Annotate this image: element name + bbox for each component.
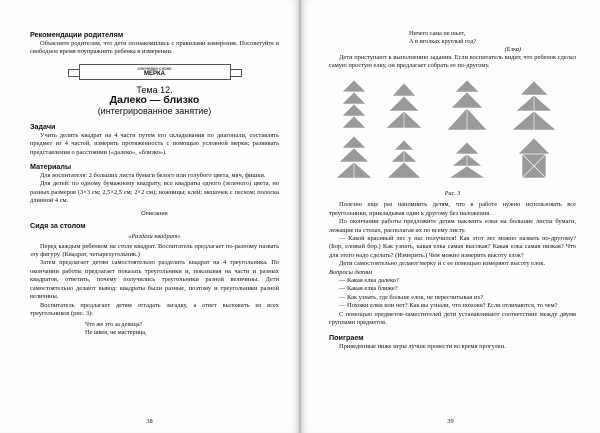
right-column (329, 30, 576, 413)
figure-fir-trees (329, 78, 576, 188)
page-right (301, 0, 600, 433)
page-number-left: 38 (146, 418, 153, 425)
right-p4: — Какой красивый лес у нас получился! Как этот лес можно назвать по-другому? (Бор, еловый бор.) Как узнать, какая елка самая высокая? Какая елка самая низкая? Что для этого надо сделать? (Измерить.) Чем можно измерить высоту елок? (329, 235, 576, 259)
description-heading: Описание (141, 210, 168, 217)
tree-1-triangle (342, 80, 366, 92)
right-p1: Дети приступают к выполнению задания. Если воспитатель видит, что ребенок сделал самую простую елку, он предлагает собрать ее по-другому. (329, 53, 576, 69)
tasks-text: Учить делить квадрат на 4 части путем его складывания по диагонали, составлять предмет из 4 частей, измерять протяженность с помощью условной мерки; развивать представления о расстоянии («далеко», «близко»). (30, 131, 279, 156)
riddle-line-4: А в иголках круглый год? (409, 37, 477, 45)
game-title: «Раздели квадрат» (128, 232, 181, 240)
keyword-label: ключевое слово (137, 65, 172, 71)
figure-caption: Рис. 3 (444, 190, 461, 198)
page-number-right: 39 (447, 418, 454, 425)
rec-text: Объясните родителям, что дети познакомились с правилами измерения. Посоветуйте в свободное время поупражнять ребенка в измерении. (30, 40, 279, 56)
sitting-p2: Затем предлагает детям самостоятельно разделить квадрат на 4 треугольника. По окончании работы предлагает показать треугольники и, показывая на части и разных квадратов, ответить, почему получились треугольники разной величины. Дети самостоятельно делают вывод: квадраты были разные, поэтому и треугольники разной величины. (30, 259, 279, 301)
theme-subtitle: (интегрированное занятие) (97, 105, 212, 116)
keyword: МЕРКА (144, 70, 165, 77)
tasks-heading: Задачи (30, 121, 56, 131)
questions-heading: Вопросы детям (329, 268, 373, 276)
right-p5: Дети самостоятельно делают мерку и с ее помощью измеряют высоту елок. (339, 260, 546, 268)
riddle-line-1: Что же это за девица? (85, 321, 143, 329)
sitting-p3: Воспитатель предлагает детям отгадать загадку, а ответ выложить из всех треугольников (рис. 3): (30, 301, 279, 317)
sitting-p1: Перед каждым ребенком на столе квадрат. Воспитатель предлагает по-разному назвать эту фигуру. (Квадрат, четырехугольник.) (30, 242, 279, 259)
theme-title: Далеко — близко (109, 93, 200, 106)
materials-heading: Материалы (30, 162, 72, 172)
right-p6: С помощью предметов-заместителей дети устанавливают соответствие между двумя группами предметов. (329, 310, 576, 327)
question-1: — Какая елка далеко? (339, 277, 399, 285)
keyword-box (79, 64, 231, 80)
right-p7: Приведенные ниже игры лучше провести во время прогулки. (339, 342, 506, 350)
materials-children: Для детей: по одному бумажному квадрату, все квадраты одного (зеленого) цвета, но разных размеров (3×3 см; 2,5×2,5 см; 2×2 см); ножницы; клей; мешочек с песком; полоска длинной 4 см. (30, 180, 279, 205)
page-left (0, 0, 299, 433)
riddle-answer: (Елка) (504, 45, 521, 53)
rec-title: Рекомендации родителям (30, 30, 124, 39)
left-column (30, 30, 279, 413)
question-4: — Похожи елки или нет? Как вы узнали, что похожи? Если отличаются, то чем? (339, 302, 558, 310)
materials-teacher: Для воспитателя: 2 больших листа бумаги белого или голубого цвета, мяч, фишки. (40, 172, 266, 180)
play-heading: Поиграем (329, 332, 364, 342)
riddle-line-2: Не швея, не мастерица, (85, 329, 147, 337)
right-p2: Полезно еще раз напомнить детям, что в работе нужно использовать все треугольники, прикладывая один к другому без наложения. (329, 201, 576, 217)
riddle-line-3: Ничего сама не шьет, (409, 30, 466, 37)
question-3: — Как узнать, где больше елок, не пересчитывая их? (339, 293, 484, 301)
question-2: — Какая елка ближе? (339, 285, 398, 293)
sitting-heading: Сидя за столом (30, 220, 86, 230)
theme-number: Тема 12. (136, 84, 173, 95)
fir-trees-illustration (329, 78, 576, 188)
right-p3: По окончании работы предложите детям наклеить елки на большие листы бумаги, лежащие на столах, располагая их по всему листу. (329, 218, 576, 234)
